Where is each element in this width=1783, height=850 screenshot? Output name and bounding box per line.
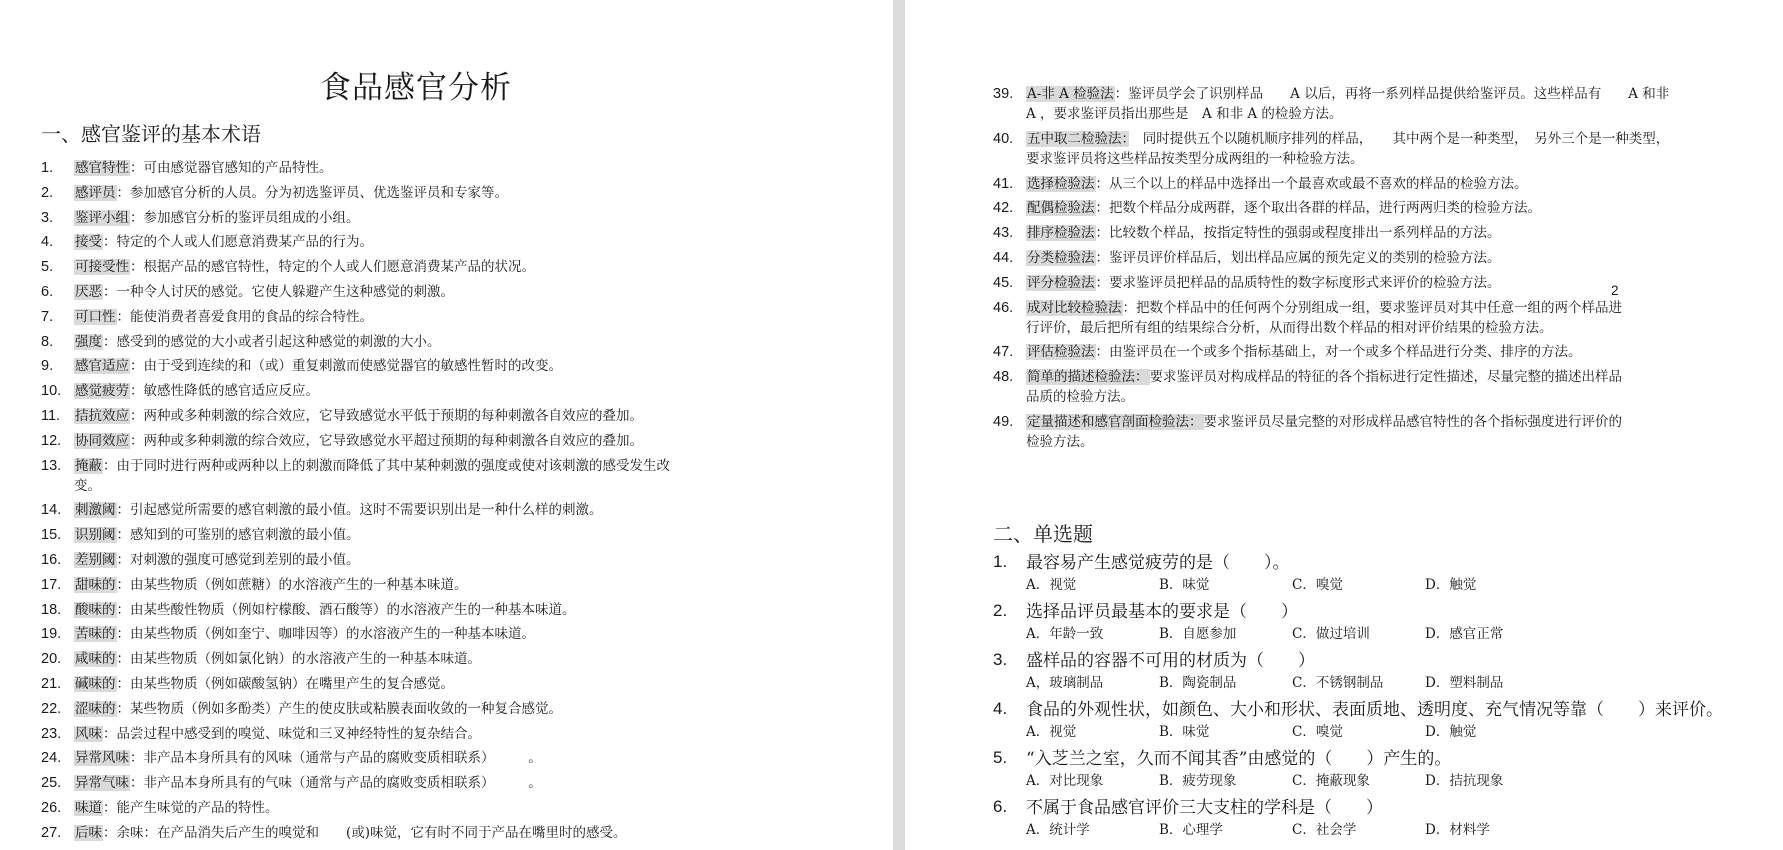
term-definition: ：参加感官分析的人员。分为初选鉴评员、优选鉴评员和专家等。 <box>116 184 508 201</box>
term-definition: ：某些物质（例如多酚类）产生的使皮肤或粘膜表面收敛的一种复合感觉。 <box>116 700 562 717</box>
item-number: 45. <box>993 274 1014 291</box>
answer-option: B．疲劳现象 <box>1159 773 1237 789</box>
term-label: 简单的描述检验法： <box>1027 369 1149 386</box>
list-item <box>41 724 881 744</box>
term-label: 感觉疲劳 <box>75 383 129 400</box>
term-definition: ：把数个样品分成两群，逐个取出各群的样品，进行两两归类的检验方法。 <box>1095 200 1541 217</box>
term-definition-continued: 行评价，最后把所有组的结果综合分析，从而得出数个样品的相对评价结果的检验方法。 <box>1026 319 1553 336</box>
question-number: 2. <box>993 601 1008 620</box>
answer-option: A．视觉 <box>1026 577 1077 593</box>
list-item <box>41 257 881 277</box>
list-item <box>993 412 1773 452</box>
answer-option: D．感官正常 <box>1425 626 1504 642</box>
question-options <box>1026 624 1778 649</box>
answer-option: B．味觉 <box>1159 577 1210 593</box>
item-number: 40. <box>993 130 1014 147</box>
question-number: 3. <box>993 650 1008 669</box>
item-number: 13. <box>41 457 62 474</box>
item-number: 14. <box>41 502 62 519</box>
question-options <box>1026 820 1778 845</box>
list-item <box>993 174 1773 194</box>
item-number: 4. <box>41 234 54 251</box>
item-number: 24. <box>41 750 62 767</box>
answer-option: D．拮抗现象 <box>1425 773 1504 789</box>
list-item <box>993 129 1773 169</box>
item-number: 1. <box>41 160 54 176</box>
item-number: 23. <box>41 725 62 742</box>
item-number: 41. <box>993 175 1014 192</box>
list-item <box>41 406 881 426</box>
question-options <box>1026 575 1778 600</box>
question-stem: 食品的外观性状，如颜色、大小和形状、表面质地、透明度、充气情况等靠（ ）来评价。 <box>1026 700 1723 720</box>
term-label: 感官特性 <box>75 160 129 176</box>
item-number: 27. <box>41 824 62 841</box>
term-definition-continued: 检验方法。 <box>1026 433 1094 450</box>
term-definition: ：根据产品的感官特性，特定的个人或人们愿意消费某产品的状况。 <box>130 259 535 276</box>
list-item <box>41 356 881 376</box>
list-item <box>993 298 1773 338</box>
item-number: 5. <box>41 259 54 276</box>
item-number: 47. <box>993 344 1014 361</box>
list-item <box>993 248 1773 268</box>
term-definition: ：鉴评员评价样品后，划出样品应属的预先定义的类别的检验方法。 <box>1095 249 1501 266</box>
term-definition: ：对刺激的强度可感觉到差别的最小值。 <box>116 551 360 568</box>
item-number: 8. <box>41 333 54 350</box>
term-definition: ：由于受到连续的和（或）重复刺激而使感觉器官的敏感性暂时的改变。 <box>130 358 562 375</box>
item-number: 44. <box>993 249 1014 266</box>
question-number: 4. <box>993 699 1008 718</box>
question-options <box>1026 722 1778 747</box>
term-definition: ：鉴评员学会了识别样品 A 以后，再将一系列样品提供给鉴评员。这些样品有 A 和非 <box>1114 86 1670 102</box>
list-item <box>41 158 881 178</box>
list-item <box>41 332 881 352</box>
item-number: 18. <box>41 601 62 618</box>
questions-list <box>993 551 1778 845</box>
term-definition: ：感知到的可鉴别的感官刺激的最小值。 <box>116 527 360 544</box>
list-item <box>41 773 881 793</box>
list-item <box>41 456 881 496</box>
term-label: 选择检验法 <box>1027 175 1095 192</box>
term-definition: ：由某些物质（例如奎宁、咖啡因等）的水溶液产生的一种基本味道。 <box>116 626 535 643</box>
answer-option: B．陶瓷制品 <box>1159 675 1237 691</box>
term-definition: ：由某些酸性物质（例如柠檬酸、酒石酸等）的水溶液产生的一种基本味道。 <box>116 601 576 618</box>
question-options <box>1026 771 1778 796</box>
question-item <box>993 747 1778 796</box>
item-number: 10. <box>41 383 62 400</box>
list-item <box>41 431 881 451</box>
list-item <box>41 282 881 302</box>
item-number: 19. <box>41 626 62 643</box>
term-definition: ：非产品本身所具有的风味（通常与产品的腐败变质相联系） 。 <box>130 750 542 767</box>
term-definition: ：由某些物质（例如蔗糖）的水溶液产生的一种基本味道。 <box>116 576 468 593</box>
item-number: 3. <box>41 209 54 226</box>
question-number: 5. <box>993 748 1008 767</box>
item-number: 25. <box>41 775 62 792</box>
term-label: 评分检验法 <box>1027 274 1095 291</box>
term-label: 排序检验法 <box>1027 225 1095 242</box>
item-number: 7. <box>41 308 54 325</box>
answer-option: D．触觉 <box>1425 724 1477 740</box>
term-label: 可口性 <box>75 308 116 325</box>
item-number: 17. <box>41 576 62 593</box>
list-item <box>41 748 881 768</box>
question-stem: 选择品评员最基本的要求是（ ） <box>1026 602 1298 622</box>
list-item <box>993 367 1773 407</box>
term-label: 后味 <box>75 824 102 841</box>
list-item <box>41 208 881 228</box>
item-number: 9. <box>41 358 54 375</box>
answer-option: A．对比现象 <box>1026 773 1104 789</box>
term-definition-continued: 要求鉴评员将这些样品按类型分成两组的一种检验方法。 <box>1026 150 1364 167</box>
item-number: 26. <box>41 799 62 816</box>
term-label: 甜味的 <box>75 576 116 593</box>
answer-option: C．社会学 <box>1292 822 1357 838</box>
item-number: 16. <box>41 551 62 568</box>
question-stem: “入芝兰之室，久而不闻其香”由感觉的（ ）产生的。 <box>1026 749 1452 769</box>
term-label: 感官适应 <box>75 358 129 375</box>
question-item <box>993 698 1778 747</box>
term-definition: ：由鉴评员在一个或多个指标基础上，对一个或多个样品进行分类、排序的方法。 <box>1095 344 1582 361</box>
term-label: 配偶检验法 <box>1027 200 1095 217</box>
term-definition: ：品尝过程中感受到的嗅觉、味觉和三叉神经特性的复杂结合。 <box>103 725 481 742</box>
term-definition: ：比较数个样品，按指定特性的强弱或程度排出一系列样品的方法。 <box>1095 225 1501 242</box>
term-label: 碱味的 <box>75 675 116 692</box>
term-definition: ：可由感觉器官感知的产品特性。 <box>130 160 333 176</box>
term-label: 可接受性 <box>75 259 129 276</box>
item-number: 39. <box>993 86 1014 102</box>
list-item <box>41 600 881 620</box>
term-label: 酸味的 <box>75 601 116 618</box>
term-label: 识别阈 <box>75 527 116 544</box>
term-definition: ：感受到的感觉的大小或者引起这种感觉的刺激的大小。 <box>103 333 441 350</box>
term-definition: ：一种令人讨厌的感觉。它使人躲避产生这种感觉的刺激。 <box>103 283 454 300</box>
item-number: 6. <box>41 283 54 300</box>
term-definition: ：把数个样品中的任何两个分别组成一组，要求鉴评员对其中任意一组的两个样品进 <box>1122 299 1622 316</box>
item-number: 21. <box>41 675 62 692</box>
term-label: 感评员 <box>75 184 116 201</box>
term-definition: ：由于同时进行两种或两种以上的刺激而降低了其中某种刺激的强度或使对该刺激的感受发生改 <box>103 457 670 474</box>
question-item <box>993 796 1778 845</box>
list-item <box>993 273 1773 293</box>
answer-option: D．塑料制品 <box>1425 675 1504 691</box>
document-page-right <box>905 0 1783 850</box>
list-item <box>993 342 1773 362</box>
list-item <box>41 381 881 401</box>
document-title: 食品感官分析 <box>320 70 512 106</box>
answer-option: A，玻璃制品 <box>1026 675 1104 691</box>
answer-option: A．视觉 <box>1026 724 1077 740</box>
question-stem: 最容易产生感觉疲劳的是（ ）。 <box>1026 553 1290 573</box>
section-heading-terms: 一、感官鉴评的基本术语 <box>41 122 261 146</box>
term-label: 风味 <box>75 725 102 742</box>
term-label: 异常气味 <box>75 775 129 792</box>
term-label: 鉴评小组 <box>75 209 129 226</box>
term-label: 协同效应 <box>75 432 129 449</box>
term-definition: ：从三个以上的样品中选择出一个最喜欢或最不喜欢的样品的检验方法。 <box>1095 175 1528 192</box>
term-definition: ：引起感觉所需要的感官刺激的最小值。这时不需要识别出是一种什么样的刺激。 <box>116 502 603 519</box>
question-number: 6. <box>993 797 1008 816</box>
answer-option: C．嗅觉 <box>1292 577 1343 593</box>
item-number: 11. <box>41 407 61 424</box>
term-label: 异常风味 <box>75 750 129 767</box>
term-label: 差别阈 <box>75 551 116 568</box>
list-item <box>41 575 881 595</box>
item-number: 48. <box>993 369 1014 386</box>
term-definition: ：参加感官分析的鉴评员组成的小组。 <box>130 209 360 226</box>
list-item <box>41 798 881 818</box>
term-definition: ：由某些物质（例如碳酸氢钠）在嘴里产生的复合感觉。 <box>116 675 454 692</box>
list-item <box>41 500 881 520</box>
question-stem: 不属于食品感官评价三大支柱的学科是（ ） <box>1026 798 1383 818</box>
list-item <box>993 84 1773 124</box>
answer-option: B．味觉 <box>1159 724 1210 740</box>
answer-option: A．年龄一致 <box>1026 626 1104 642</box>
item-number: 22. <box>41 700 62 717</box>
item-number: 12. <box>41 432 62 449</box>
answer-option: C．掩蔽现象 <box>1292 773 1370 789</box>
term-label: 涩味的 <box>75 700 116 717</box>
list-item <box>41 674 881 694</box>
term-definition: 要求鉴评员对构成样品的特征的各个指标进行定性描述，尽量完整的描述出样品 <box>1149 369 1622 386</box>
question-item <box>993 600 1778 649</box>
term-definition: ：非产品本身所具有的气味（通常与产品的腐败变质相联系） 。 <box>130 775 542 792</box>
page-number: 2 <box>1611 283 1619 298</box>
item-number: 2. <box>41 184 54 201</box>
question-number: 1. <box>993 552 1008 571</box>
answer-option: C．做过培训 <box>1292 626 1370 642</box>
term-definition: ：由某些物质（例如氯化钠）的水溶液产生的一种基本味道。 <box>116 651 481 668</box>
page-gutter <box>893 0 905 850</box>
list-item <box>41 183 881 203</box>
answer-option: B．心理学 <box>1159 822 1223 838</box>
list-item <box>41 550 881 570</box>
answer-option: B．自愿参加 <box>1159 626 1237 642</box>
term-label: 拮抗效应 <box>75 407 129 424</box>
list-item <box>993 223 1773 243</box>
term-definition-continued: 品质的检验方法。 <box>1026 389 1134 406</box>
term-definition-continued: A ，要求鉴评员指出那些是 A 和非 A 的检验方法。 <box>1026 106 1343 122</box>
answer-option: C．不锈钢制品 <box>1292 675 1384 691</box>
list-item <box>993 198 1773 218</box>
term-label: 接受 <box>75 234 102 251</box>
term-definition: 同时提供五个以随机顺序排列的样品， 其中两个是一种类型， 另外三个是一种类型， <box>1129 130 1670 147</box>
item-number: 43. <box>993 225 1014 242</box>
term-label: 五中取二检验法： <box>1027 130 1129 147</box>
term-definition: ：两种或多种刺激的综合效应，它导致感觉水平超过预期的每种刺激各自效应的叠加。 <box>130 432 643 449</box>
question-stem: 盛样品的容器不可用的材质为（ ） <box>1026 651 1315 671</box>
list-item <box>41 823 881 843</box>
item-number: 46. <box>993 299 1014 316</box>
item-number: 42. <box>993 200 1014 217</box>
term-label: 掩蔽 <box>75 457 102 474</box>
term-definition: 要求鉴评员尽量完整的对形成样品感官特性的各个指标强度进行评价的 <box>1203 413 1622 430</box>
term-definition: ：能产生味觉的产品的特性。 <box>103 799 279 816</box>
term-label: A-非 A 检验法 <box>1027 86 1114 102</box>
item-number: 49. <box>993 413 1014 430</box>
term-label: 味道 <box>75 799 102 816</box>
item-number: 20. <box>41 651 62 668</box>
list-item <box>41 649 881 669</box>
term-definition: ：特定的个人或人们愿意消费某产品的行为。 <box>103 234 373 251</box>
term-label: 定量描述和感官剖面检验法： <box>1027 413 1203 430</box>
term-definition: ：两种或多种刺激的综合效应，它导致感觉水平低于预期的每种刺激各自效应的叠加。 <box>130 407 643 424</box>
term-definition: ：余味：在产品消失后产生的嗅觉和 (或)味觉，它有时不同于产品在嘴里时的感受。 <box>103 824 627 841</box>
question-item <box>993 649 1778 698</box>
term-label: 成对比较检验法 <box>1027 299 1122 316</box>
answer-option: A．统计学 <box>1026 822 1090 838</box>
section-heading-single-choice: 二、单选题 <box>993 522 1093 546</box>
term-label: 苦味的 <box>75 626 116 643</box>
term-label: 评估检验法 <box>1027 344 1095 361</box>
list-item <box>41 232 881 252</box>
list-item <box>41 525 881 545</box>
list-item <box>41 624 881 644</box>
term-definition: ：要求鉴评员把样品的品质特性的数字标度形式来评价的检验方法。 <box>1095 274 1501 291</box>
answer-option: D．材料学 <box>1425 822 1490 838</box>
answer-option: D．触觉 <box>1425 577 1477 593</box>
terms-list-right <box>993 84 1773 457</box>
term-definition: ：能使消费者喜爱食用的食品的综合特性。 <box>116 308 373 325</box>
terms-list-left <box>41 158 881 848</box>
term-definition: ：敏感性降低的感官适应反应。 <box>130 383 319 400</box>
term-label: 分类检验法 <box>1027 249 1095 266</box>
question-options <box>1026 673 1778 698</box>
item-number: 15. <box>41 527 62 544</box>
answer-option: C．嗅觉 <box>1292 724 1343 740</box>
question-item <box>993 551 1778 600</box>
term-label: 厌恶 <box>75 283 102 300</box>
list-item <box>41 307 881 327</box>
list-item <box>41 699 881 719</box>
term-label: 刺激阈 <box>75 502 116 519</box>
term-definition-continued: 变。 <box>74 477 101 494</box>
term-label: 强度 <box>75 333 102 350</box>
term-label: 咸味的 <box>75 651 116 668</box>
